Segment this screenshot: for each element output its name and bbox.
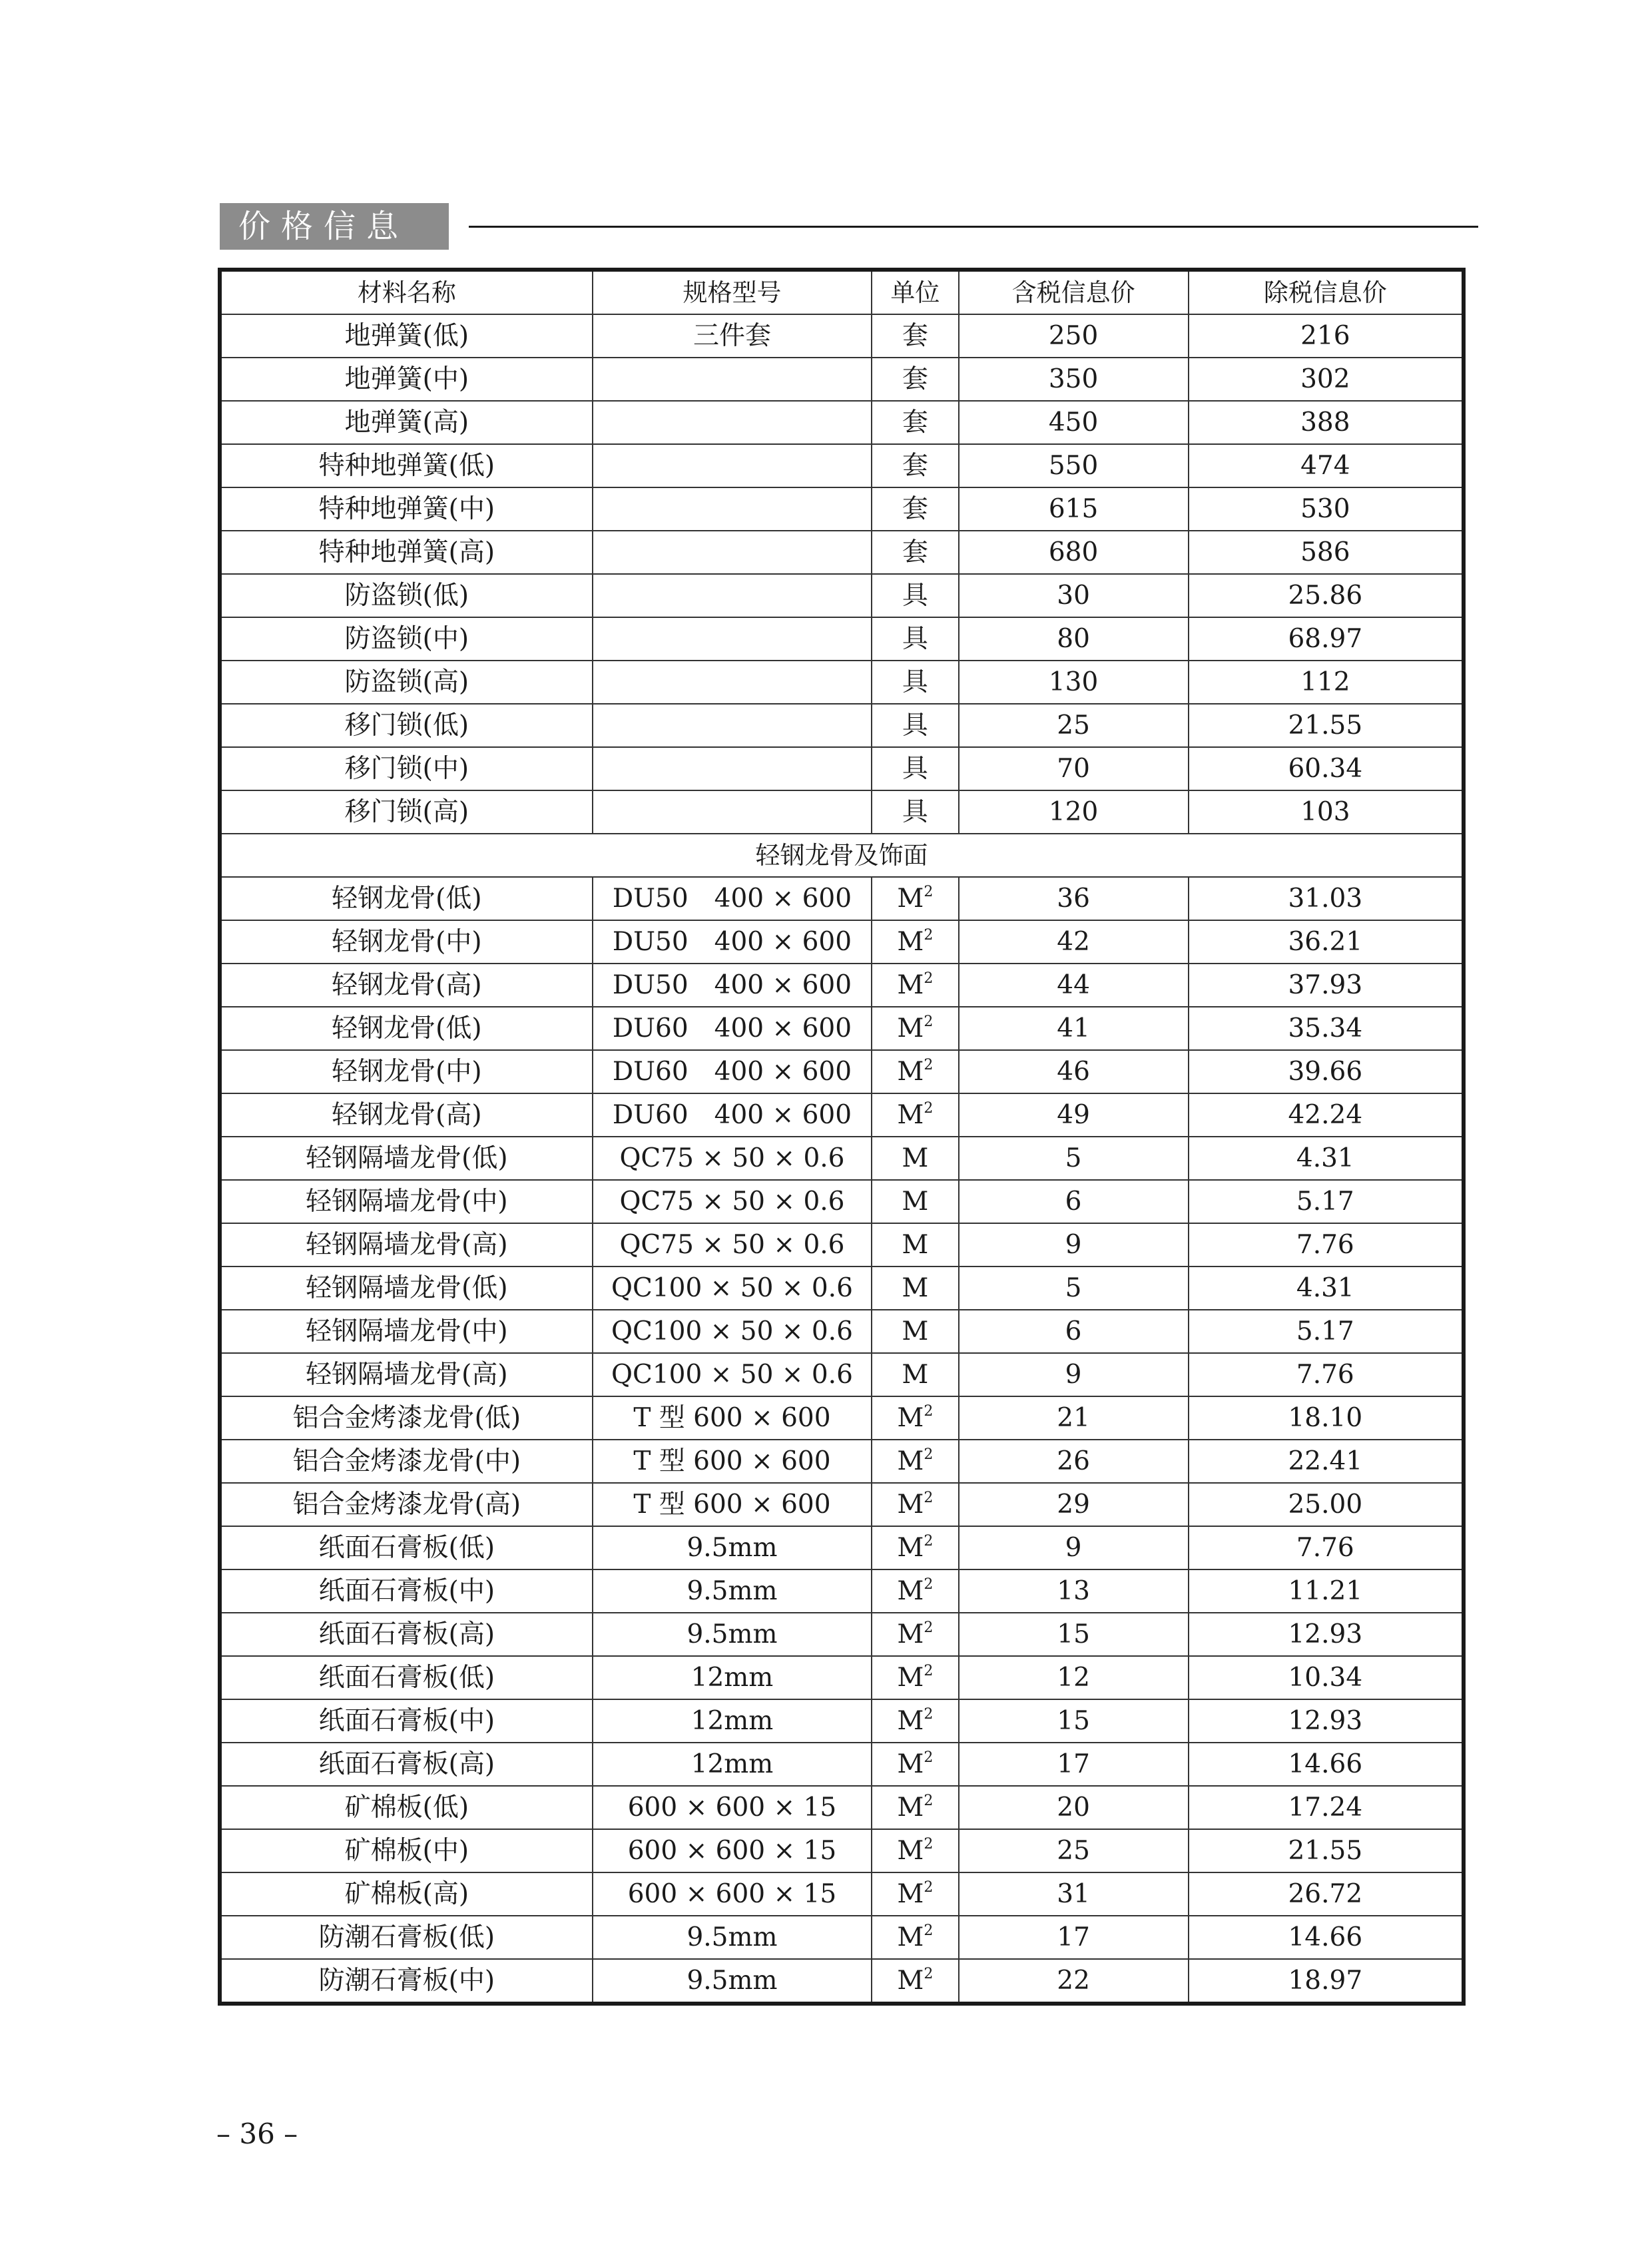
header-rule [469, 226, 1478, 228]
price-notax-cell: 530 [1189, 487, 1464, 531]
unit-text: M [897, 1836, 924, 1866]
spec-cell [593, 358, 872, 401]
table-row [220, 617, 1464, 661]
price-notax-cell: 31.03 [1189, 877, 1464, 920]
unit-exponent: 2 [924, 927, 934, 944]
table-row [220, 1743, 1464, 1786]
price-notax-cell: 7.76 [1189, 1526, 1464, 1569]
material-name-cell: 地弹簧(中) [220, 358, 593, 401]
price-tax-cell: 9 [959, 1353, 1189, 1396]
table-row [220, 1872, 1464, 1916]
table-row [220, 1656, 1464, 1699]
column-header-unit: 单位 [872, 270, 958, 314]
unit-cell [872, 1959, 958, 2004]
table-row [220, 531, 1464, 574]
price-tax-cell: 120 [959, 790, 1189, 834]
price-notax-cell: 18.10 [1189, 1396, 1464, 1440]
table-row [220, 358, 1464, 401]
unit-text: M [897, 1446, 924, 1476]
page-number: – 36 – [216, 2117, 298, 2150]
spec-cell: 9.5mm [593, 1569, 872, 1613]
material-name-cell: 轻钢龙骨(高) [220, 964, 593, 1007]
unit-text: M [902, 1230, 929, 1260]
column-header-spec: 规格型号 [593, 270, 872, 314]
table-row [220, 1959, 1464, 2004]
material-name-cell: 纸面石膏板(低) [220, 1656, 593, 1699]
material-name-cell: 轻钢龙骨(中) [220, 1050, 593, 1093]
price-tax-cell: 15 [959, 1613, 1189, 1656]
spec-cell: 9.5mm [593, 1526, 872, 1569]
price-notax-cell: 12.93 [1189, 1699, 1464, 1743]
spec-cell: QC100 × 50 × 0.6 [593, 1310, 872, 1353]
spec-cell: 12mm [593, 1656, 872, 1699]
unit-exponent: 2 [924, 1879, 934, 1896]
price-tax-cell: 20 [959, 1786, 1189, 1829]
section-header [220, 203, 1478, 250]
unit-text: 套 [902, 537, 928, 567]
price-notax-cell: 39.66 [1189, 1050, 1464, 1093]
price-notax-cell: 302 [1189, 358, 1464, 401]
unit-text: M [902, 1187, 929, 1217]
price-notax-cell: 25.86 [1189, 574, 1464, 617]
table-row [220, 1699, 1464, 1743]
column-header-material: 材料名称 [220, 270, 593, 314]
unit-cell [872, 1267, 958, 1310]
unit-text: 具 [902, 754, 928, 784]
unit-text: 套 [902, 408, 928, 437]
unit-text: M [897, 1403, 924, 1433]
price-tax-cell: 550 [959, 444, 1189, 487]
price-notax-cell: 10.34 [1189, 1656, 1464, 1699]
spec-cell: 9.5mm [593, 1959, 872, 2004]
spec-cell: 9.5mm [593, 1613, 872, 1656]
unit-exponent: 2 [924, 970, 934, 987]
material-name-cell: 防潮石膏板(低) [220, 1916, 593, 1959]
price-notax-cell: 36.21 [1189, 920, 1464, 964]
price-tax-cell: 680 [959, 531, 1189, 574]
material-name-cell: 纸面石膏板(高) [220, 1743, 593, 1786]
unit-text: 套 [902, 451, 928, 481]
table-row [220, 920, 1464, 964]
unit-exponent: 2 [924, 1446, 934, 1463]
unit-cell [872, 1916, 958, 1959]
material-name-cell: 矿棉板(中) [220, 1829, 593, 1872]
price-notax-cell: 388 [1189, 401, 1464, 444]
price-tax-cell: 6 [959, 1310, 1189, 1353]
price-notax-cell: 21.55 [1189, 704, 1464, 747]
table-row [220, 1353, 1464, 1396]
spec-cell [593, 487, 872, 531]
spec-cell: 600 × 600 × 15 [593, 1829, 872, 1872]
material-name-cell: 轻钢龙骨(高) [220, 1093, 593, 1137]
unit-exponent: 2 [924, 1576, 934, 1593]
material-name-cell: 地弹簧(高) [220, 401, 593, 444]
unit-cell [872, 1613, 958, 1656]
material-name-cell: 防潮石膏板(中) [220, 1959, 593, 2004]
unit-exponent: 2 [924, 1836, 934, 1852]
unit-text: M [897, 1749, 924, 1779]
material-name-cell: 矿棉板(低) [220, 1786, 593, 1829]
unit-cell [872, 1699, 958, 1743]
unit-text: 具 [902, 667, 928, 697]
spec-cell: DU60 400 × 600 [593, 1007, 872, 1050]
unit-text: M [897, 1879, 924, 1909]
unit-cell [872, 790, 958, 834]
unit-cell [872, 1743, 958, 1786]
price-tax-cell: 450 [959, 401, 1189, 444]
price-notax-cell: 42.24 [1189, 1093, 1464, 1137]
spec-cell [593, 790, 872, 834]
unit-text: M [897, 1619, 924, 1649]
table-row [220, 1613, 1464, 1656]
unit-exponent: 2 [924, 1749, 934, 1766]
price-tax-cell: 615 [959, 487, 1189, 531]
price-tax-cell: 13 [959, 1569, 1189, 1613]
material-name-cell: 地弹簧(低) [220, 314, 593, 358]
unit-cell [872, 358, 958, 401]
spec-cell: DU50 400 × 600 [593, 964, 872, 1007]
unit-text: M [897, 1057, 924, 1087]
section-title: 价格信息 [220, 203, 449, 250]
table-row [220, 574, 1464, 617]
table-row [220, 964, 1464, 1007]
price-notax-cell: 25.00 [1189, 1483, 1464, 1526]
price-notax-cell: 18.97 [1189, 1959, 1464, 2004]
table-row [220, 487, 1464, 531]
unit-exponent: 2 [924, 1403, 934, 1420]
material-name-cell: 特种地弹簧(低) [220, 444, 593, 487]
spec-cell: 600 × 600 × 15 [593, 1872, 872, 1916]
column-header-price-notax: 除税信息价 [1189, 270, 1464, 314]
material-name-cell: 轻钢龙骨(中) [220, 920, 593, 964]
spec-cell: QC75 × 50 × 0.6 [593, 1180, 872, 1223]
unit-cell [872, 487, 958, 531]
unit-text: 具 [902, 797, 928, 827]
price-notax-cell: 7.76 [1189, 1223, 1464, 1267]
material-name-cell: 铝合金烤漆龙骨(中) [220, 1440, 593, 1483]
material-name-cell: 特种地弹簧(中) [220, 487, 593, 531]
unit-cell [872, 920, 958, 964]
price-notax-cell: 21.55 [1189, 1829, 1464, 1872]
table-row [220, 1007, 1464, 1050]
price-tax-cell: 30 [959, 574, 1189, 617]
price-notax-cell: 22.41 [1189, 1440, 1464, 1483]
price-tax-cell: 26 [959, 1440, 1189, 1483]
unit-text: 具 [902, 710, 928, 740]
unit-text: 套 [902, 364, 928, 394]
table-row [220, 1396, 1464, 1440]
unit-exponent: 2 [924, 1793, 934, 1809]
price-notax-cell: 4.31 [1189, 1267, 1464, 1310]
unit-text: M [897, 970, 924, 1000]
price-notax-cell: 14.66 [1189, 1916, 1464, 1959]
price-tax-cell: 5 [959, 1137, 1189, 1180]
material-name-cell: 防盗锁(中) [220, 617, 593, 661]
material-name-cell: 轻钢隔墙龙骨(中) [220, 1180, 593, 1223]
table-row [220, 1829, 1464, 1872]
spec-cell: 600 × 600 × 15 [593, 1786, 872, 1829]
spec-cell [593, 704, 872, 747]
unit-cell [872, 574, 958, 617]
unit-cell [872, 444, 958, 487]
table-row [220, 1483, 1464, 1526]
price-tax-cell: 350 [959, 358, 1189, 401]
unit-cell [872, 1872, 958, 1916]
unit-text: M [897, 1490, 924, 1520]
unit-cell [872, 877, 958, 920]
table-row [220, 1916, 1464, 1959]
material-name-cell: 轻钢隔墙龙骨(高) [220, 1353, 593, 1396]
spec-cell [593, 401, 872, 444]
unit-exponent: 2 [924, 1966, 934, 1982]
unit-text: M [897, 927, 924, 957]
material-name-cell: 铝合金烤漆龙骨(高) [220, 1483, 593, 1526]
material-name-cell: 矿棉板(高) [220, 1872, 593, 1916]
price-notax-cell: 216 [1189, 314, 1464, 358]
table-row [220, 314, 1464, 358]
table-row [220, 704, 1464, 747]
table-row [220, 1526, 1464, 1569]
price-tax-cell: 25 [959, 1829, 1189, 1872]
price-notax-cell: 26.72 [1189, 1872, 1464, 1916]
price-notax-cell: 12.93 [1189, 1613, 1464, 1656]
unit-text: M [897, 1100, 924, 1130]
unit-cell [872, 1180, 958, 1223]
spec-cell [593, 444, 872, 487]
unit-cell [872, 1137, 958, 1180]
unit-exponent: 2 [924, 1013, 934, 1030]
price-tax-cell: 17 [959, 1743, 1189, 1786]
spec-cell: T 型 600 × 600 [593, 1396, 872, 1440]
unit-text: 具 [902, 624, 928, 654]
price-notax-cell: 4.31 [1189, 1137, 1464, 1180]
spec-cell [593, 617, 872, 661]
table-row [220, 1310, 1464, 1353]
table-row [220, 790, 1464, 834]
table-row [220, 747, 1464, 790]
material-name-cell: 铝合金烤漆龙骨(低) [220, 1396, 593, 1440]
table-row [220, 1093, 1464, 1137]
spec-cell: DU50 400 × 600 [593, 920, 872, 964]
spec-cell: 12mm [593, 1699, 872, 1743]
unit-exponent: 2 [924, 1490, 934, 1506]
spec-cell: QC100 × 50 × 0.6 [593, 1267, 872, 1310]
unit-cell [872, 1007, 958, 1050]
unit-text: M [897, 884, 924, 914]
unit-cell [872, 704, 958, 747]
spec-cell: QC100 × 50 × 0.6 [593, 1353, 872, 1396]
price-notax-cell: 474 [1189, 444, 1464, 487]
material-name-cell: 轻钢隔墙龙骨(低) [220, 1267, 593, 1310]
unit-cell [872, 1396, 958, 1440]
price-tax-cell: 15 [959, 1699, 1189, 1743]
price-tax-cell: 36 [959, 877, 1189, 920]
material-name-cell: 纸面石膏板(高) [220, 1613, 593, 1656]
unit-text: M [897, 1793, 924, 1823]
unit-text: M [897, 1533, 924, 1563]
price-tax-cell: 130 [959, 661, 1189, 704]
price-tax-cell: 9 [959, 1223, 1189, 1267]
material-name-cell: 纸面石膏板(低) [220, 1526, 593, 1569]
material-name-cell: 防盗锁(低) [220, 574, 593, 617]
unit-text: M [902, 1316, 929, 1346]
table-row [220, 1180, 1464, 1223]
unit-cell [872, 1786, 958, 1829]
unit-cell [872, 1223, 958, 1267]
unit-exponent: 2 [924, 1533, 934, 1550]
spec-cell [593, 747, 872, 790]
spec-cell [593, 574, 872, 617]
spec-cell [593, 531, 872, 574]
spec-cell: 9.5mm [593, 1916, 872, 1959]
unit-cell [872, 1050, 958, 1093]
unit-cell [872, 1656, 958, 1699]
material-name-cell: 防盗锁(高) [220, 661, 593, 704]
unit-exponent: 2 [924, 1057, 934, 1073]
unit-text: 套 [902, 494, 928, 524]
unit-cell [872, 1569, 958, 1613]
table-row [220, 1786, 1464, 1829]
price-tax-cell: 22 [959, 1959, 1189, 2004]
unit-cell [872, 747, 958, 790]
unit-text: M [897, 1576, 924, 1606]
price-tax-cell: 46 [959, 1050, 1189, 1093]
price-tax-cell: 6 [959, 1180, 1189, 1223]
price-notax-cell: 103 [1189, 790, 1464, 834]
price-tax-cell: 21 [959, 1396, 1189, 1440]
price-tax-cell: 42 [959, 920, 1189, 964]
unit-text: M [897, 1922, 924, 1952]
table-row [220, 1137, 1464, 1180]
table-row [220, 1569, 1464, 1613]
table-row [220, 401, 1464, 444]
price-notax-cell: 35.34 [1189, 1007, 1464, 1050]
price-tax-cell: 44 [959, 964, 1189, 1007]
price-tax-cell: 12 [959, 1656, 1189, 1699]
unit-text: M [897, 1663, 924, 1693]
price-tax-cell: 29 [959, 1483, 1189, 1526]
material-name-cell: 轻钢龙骨(低) [220, 1007, 593, 1050]
price-tax-cell: 250 [959, 314, 1189, 358]
table-row [220, 877, 1464, 920]
price-notax-cell: 112 [1189, 661, 1464, 704]
group-header-row [220, 834, 1464, 877]
unit-exponent: 2 [924, 884, 934, 900]
material-name-cell: 移门锁(高) [220, 790, 593, 834]
table-row [220, 1267, 1464, 1310]
unit-cell [872, 661, 958, 704]
price-table [218, 268, 1466, 2006]
price-tax-cell: 5 [959, 1267, 1189, 1310]
spec-cell: DU60 400 × 600 [593, 1093, 872, 1137]
price-notax-cell: 5.17 [1189, 1180, 1464, 1223]
spec-cell [593, 661, 872, 704]
material-name-cell: 纸面石膏板(中) [220, 1569, 593, 1613]
price-notax-cell: 11.21 [1189, 1569, 1464, 1613]
table-row [220, 661, 1464, 704]
spec-cell: T 型 600 × 600 [593, 1440, 872, 1483]
unit-cell [872, 1440, 958, 1483]
unit-cell [872, 1483, 958, 1526]
material-name-cell: 移门锁(低) [220, 704, 593, 747]
price-notax-cell: 586 [1189, 531, 1464, 574]
price-tax-cell: 9 [959, 1526, 1189, 1569]
price-tax-cell: 70 [959, 747, 1189, 790]
spec-cell: DU60 400 × 600 [593, 1050, 872, 1093]
table-row [220, 1050, 1464, 1093]
column-header-price-tax: 含税信息价 [959, 270, 1189, 314]
unit-text: M [902, 1143, 929, 1173]
price-notax-cell: 37.93 [1189, 964, 1464, 1007]
unit-text: 套 [902, 321, 928, 351]
unit-text: M [897, 1966, 924, 1996]
material-name-cell: 轻钢隔墙龙骨(低) [220, 1137, 593, 1180]
unit-text: 具 [902, 581, 928, 611]
material-name-cell: 轻钢隔墙龙骨(中) [220, 1310, 593, 1353]
unit-cell [872, 964, 958, 1007]
unit-exponent: 2 [924, 1619, 934, 1636]
price-tax-cell: 17 [959, 1916, 1189, 1959]
unit-text: M [897, 1706, 924, 1736]
unit-cell [872, 1526, 958, 1569]
unit-cell [872, 314, 958, 358]
unit-text: M [902, 1360, 929, 1390]
price-tax-cell: 49 [959, 1093, 1189, 1137]
table-row [220, 1223, 1464, 1267]
spec-cell: QC75 × 50 × 0.6 [593, 1137, 872, 1180]
material-name-cell: 纸面石膏板(中) [220, 1699, 593, 1743]
unit-exponent: 2 [924, 1706, 934, 1723]
spec-cell: QC75 × 50 × 0.6 [593, 1223, 872, 1267]
table-header-row [220, 270, 1464, 314]
price-notax-cell: 7.76 [1189, 1353, 1464, 1396]
unit-cell [872, 1353, 958, 1396]
unit-exponent: 2 [924, 1100, 934, 1117]
price-tax-cell: 31 [959, 1872, 1189, 1916]
material-name-cell: 特种地弹簧(高) [220, 531, 593, 574]
material-name-cell: 轻钢龙骨(低) [220, 877, 593, 920]
price-notax-cell: 60.34 [1189, 747, 1464, 790]
group-label: 轻钢龙骨及饰面 [220, 834, 1464, 877]
price-tax-cell: 25 [959, 704, 1189, 747]
unit-cell [872, 401, 958, 444]
table-row [220, 1440, 1464, 1483]
unit-cell [872, 617, 958, 661]
price-tax-cell: 41 [959, 1007, 1189, 1050]
unit-cell [872, 1093, 958, 1137]
price-notax-cell: 17.24 [1189, 1786, 1464, 1829]
unit-cell [872, 1310, 958, 1353]
spec-cell: 12mm [593, 1743, 872, 1786]
spec-cell: 三件套 [593, 314, 872, 358]
spec-cell: T 型 600 × 600 [593, 1483, 872, 1526]
unit-exponent: 2 [924, 1663, 934, 1679]
price-notax-cell: 14.66 [1189, 1743, 1464, 1786]
price-tax-cell: 80 [959, 617, 1189, 661]
material-name-cell: 轻钢隔墙龙骨(高) [220, 1223, 593, 1267]
unit-text: M [902, 1273, 929, 1303]
unit-cell [872, 1829, 958, 1872]
spec-cell: DU50 400 × 600 [593, 877, 872, 920]
price-notax-cell: 5.17 [1189, 1310, 1464, 1353]
table-row [220, 444, 1464, 487]
material-name-cell: 移门锁(中) [220, 747, 593, 790]
unit-exponent: 2 [924, 1922, 934, 1939]
price-notax-cell: 68.97 [1189, 617, 1464, 661]
unit-cell [872, 531, 958, 574]
unit-text: M [897, 1013, 924, 1043]
